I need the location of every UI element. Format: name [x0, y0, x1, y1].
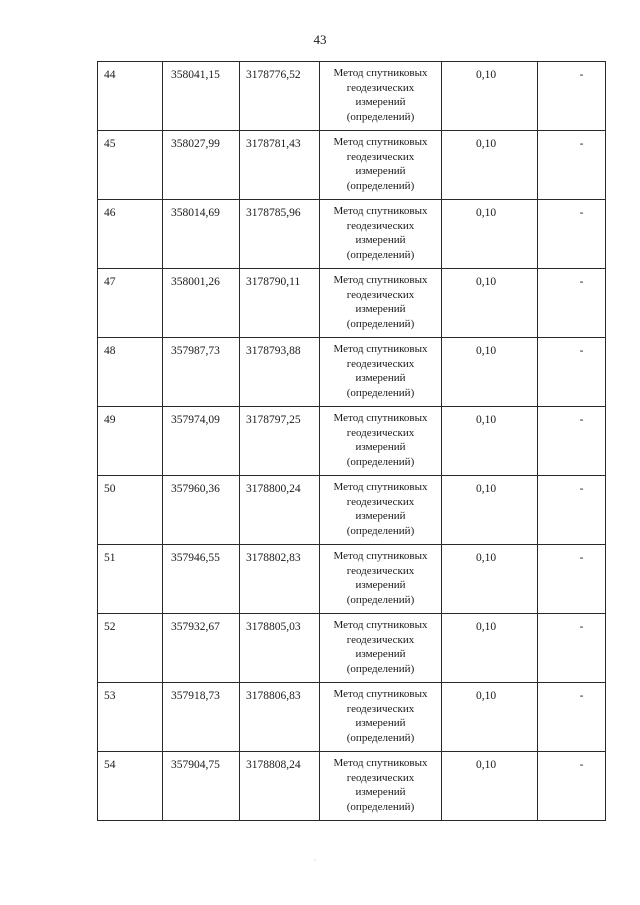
- x-coordinate-cell: [163, 752, 240, 821]
- table-row: [98, 269, 606, 338]
- accuracy-cell: [442, 200, 538, 269]
- y-coordinate-cell-text: 3178800,24: [246, 483, 301, 495]
- method-line: (определений): [346, 248, 415, 261]
- note-cell-text: -: [579, 138, 584, 150]
- method-line: измерений: [355, 510, 406, 522]
- y-coordinate-cell: [240, 683, 320, 752]
- table-row: [98, 683, 606, 752]
- method-line: Метод спутниковых: [333, 619, 428, 631]
- accuracy-cell: [442, 752, 538, 821]
- point-number-cell: [98, 752, 163, 821]
- y-coordinate-cell: [240, 131, 320, 200]
- x-coordinate-cell-text: 357904,75: [171, 759, 220, 771]
- method-line: Метод спутниковых: [333, 550, 428, 562]
- x-coordinate-cell: [163, 614, 240, 683]
- accuracy-cell-text: 0,10: [476, 414, 497, 426]
- note-cell-text: -: [579, 690, 584, 702]
- x-coordinate-cell-text: 357974,09: [171, 414, 220, 426]
- x-coordinate-cell-text: 358027,99: [171, 138, 220, 150]
- method-line: (определений): [346, 179, 415, 192]
- method-line: геодезических: [346, 81, 415, 94]
- method-line: Метод спутниковых: [333, 205, 428, 217]
- x-coordinate-cell-text: 357918,73: [171, 690, 220, 702]
- table-row: [98, 62, 606, 131]
- y-coordinate-cell-text: 3178808,24: [246, 759, 301, 771]
- method-line: (определений): [346, 455, 415, 468]
- accuracy-cell-text: 0,10: [476, 552, 497, 564]
- method-line: (определений): [346, 662, 415, 675]
- table-row: [98, 407, 606, 476]
- note-cell: [538, 545, 606, 614]
- accuracy-cell: [442, 131, 538, 200]
- note-cell: [538, 62, 606, 131]
- point-number-cell-text: 53: [104, 690, 116, 702]
- accuracy-cell-text: 0,10: [476, 690, 497, 702]
- method-line: измерений: [355, 579, 406, 591]
- point-number-cell-text: 47: [104, 276, 116, 288]
- point-number-cell-text: 49: [104, 414, 116, 426]
- method-cell: [320, 269, 442, 338]
- accuracy-cell: [442, 338, 538, 407]
- method-line: измерений: [355, 165, 406, 177]
- note-cell: [538, 752, 606, 821]
- x-coordinate-cell-text: 357946,55: [171, 552, 220, 564]
- method-line: измерений: [355, 441, 406, 453]
- note-cell: [538, 476, 606, 545]
- accuracy-cell: [442, 476, 538, 545]
- point-number-cell: [98, 683, 163, 752]
- note-cell-text: -: [579, 759, 584, 771]
- method-line: геодезических: [346, 702, 415, 715]
- x-coordinate-cell: [163, 269, 240, 338]
- x-coordinate-cell: [163, 338, 240, 407]
- y-coordinate-cell: [240, 200, 320, 269]
- accuracy-cell-text: 0,10: [476, 483, 497, 495]
- point-number-cell: [98, 614, 163, 683]
- point-number-cell-text: 51: [104, 552, 116, 564]
- method-line: измерений: [355, 648, 406, 660]
- x-coordinate-cell: [163, 545, 240, 614]
- note-cell: [538, 614, 606, 683]
- y-coordinate-cell: [240, 476, 320, 545]
- y-coordinate-cell-text: 3178776,52: [246, 69, 301, 81]
- note-cell-text: -: [579, 483, 584, 495]
- table-row: [98, 200, 606, 269]
- point-number-cell-text: 54: [104, 759, 116, 771]
- table-row: [98, 545, 606, 614]
- accuracy-cell-text: 0,10: [476, 759, 497, 771]
- method-line: (определений): [346, 386, 415, 399]
- point-number-cell-text: 50: [104, 483, 116, 495]
- x-coordinate-cell-text: 358041,15: [171, 69, 220, 81]
- y-coordinate-cell-text: 3178805,03: [246, 621, 301, 633]
- method-line: Метод спутниковых: [333, 274, 428, 286]
- point-number-cell-text: 52: [104, 621, 116, 633]
- method-cell: [320, 407, 442, 476]
- table-row: [98, 131, 606, 200]
- point-number-cell: [98, 200, 163, 269]
- method-line: геодезических: [346, 288, 415, 301]
- method-cell: [320, 545, 442, 614]
- accuracy-cell: [442, 683, 538, 752]
- y-coordinate-cell-text: 3178785,96: [246, 207, 301, 219]
- method-cell: [320, 614, 442, 683]
- x-coordinate-cell-text: 358014,69: [171, 207, 220, 219]
- method-line: (определений): [346, 110, 415, 123]
- table-row: [98, 752, 606, 821]
- y-coordinate-cell-text: 3178781,43: [246, 138, 301, 150]
- y-coordinate-cell: [240, 545, 320, 614]
- accuracy-cell-text: 0,10: [476, 621, 497, 633]
- coordinates-table-body: [98, 62, 606, 821]
- method-line: геодезических: [346, 426, 415, 439]
- method-line: Метод спутниковых: [333, 136, 428, 148]
- method-line: измерений: [355, 303, 406, 315]
- note-cell: [538, 338, 606, 407]
- y-coordinate-cell-text: 3178806,83: [246, 690, 301, 702]
- accuracy-cell-text: 0,10: [476, 138, 497, 150]
- note-cell: [538, 407, 606, 476]
- page-number: 43: [313, 32, 327, 47]
- coordinates-table: [97, 61, 606, 821]
- y-coordinate-cell-text: 3178802,83: [246, 552, 301, 564]
- method-line: (определений): [346, 731, 415, 744]
- x-coordinate-cell: [163, 407, 240, 476]
- method-line: Метод спутниковых: [333, 481, 428, 493]
- point-number-cell: [98, 476, 163, 545]
- method-line: геодезических: [346, 771, 415, 784]
- point-number-cell: [98, 338, 163, 407]
- method-line: геодезических: [346, 564, 415, 577]
- accuracy-cell: [442, 407, 538, 476]
- table-row: [98, 338, 606, 407]
- method-cell: [320, 476, 442, 545]
- method-line: Метод спутниковых: [333, 67, 428, 79]
- note-cell-text: -: [579, 276, 584, 288]
- method-cell: [320, 338, 442, 407]
- method-line: Метод спутниковых: [333, 412, 428, 424]
- y-coordinate-cell-text: 3178797,25: [246, 414, 301, 426]
- table-row: [98, 476, 606, 545]
- method-cell: [320, 200, 442, 269]
- accuracy-cell: [442, 545, 538, 614]
- point-number-cell-text: 46: [104, 207, 116, 219]
- note-cell-text: -: [579, 345, 584, 357]
- x-coordinate-cell: [163, 62, 240, 131]
- y-coordinate-cell: [240, 62, 320, 131]
- method-line: геодезических: [346, 150, 415, 163]
- x-coordinate-cell: [163, 476, 240, 545]
- scan-speck: ·: [314, 858, 316, 864]
- point-number-cell: [98, 407, 163, 476]
- method-line: Метод спутниковых: [333, 688, 428, 700]
- point-number-cell: [98, 269, 163, 338]
- method-line: измерений: [355, 234, 406, 246]
- note-cell: [538, 269, 606, 338]
- method-line: (определений): [346, 524, 415, 537]
- method-line: геодезических: [346, 633, 415, 646]
- x-coordinate-cell-text: 357987,73: [171, 345, 220, 357]
- y-coordinate-cell: [240, 338, 320, 407]
- note-cell: [538, 131, 606, 200]
- x-coordinate-cell: [163, 200, 240, 269]
- method-line: Метод спутниковых: [333, 757, 428, 769]
- x-coordinate-cell-text: 357932,67: [171, 621, 220, 633]
- point-number-cell-text: 48: [104, 345, 116, 357]
- method-line: геодезических: [346, 219, 415, 232]
- method-line: (определений): [346, 317, 415, 330]
- note-cell-text: -: [579, 552, 584, 564]
- y-coordinate-cell-text: 3178793,88: [246, 345, 301, 357]
- x-coordinate-cell: [163, 683, 240, 752]
- method-line: измерений: [355, 786, 406, 798]
- method-line: геодезических: [346, 357, 415, 370]
- accuracy-cell-text: 0,10: [476, 276, 497, 288]
- note-cell-text: -: [579, 69, 584, 81]
- note-cell: [538, 200, 606, 269]
- accuracy-cell: [442, 62, 538, 131]
- table-row: [98, 614, 606, 683]
- accuracy-cell: [442, 614, 538, 683]
- method-cell: [320, 683, 442, 752]
- x-coordinate-cell-text: 358001,26: [171, 276, 220, 288]
- method-cell: [320, 752, 442, 821]
- method-line: измерений: [355, 372, 406, 384]
- x-coordinate-cell: [163, 131, 240, 200]
- note-cell-text: -: [579, 207, 584, 219]
- method-line: (определений): [346, 593, 415, 606]
- note-cell-text: -: [579, 414, 584, 426]
- y-coordinate-cell-text: 3178790,11: [246, 276, 301, 288]
- x-coordinate-cell-text: 357960,36: [171, 483, 220, 495]
- point-number-cell: [98, 62, 163, 131]
- point-number-cell: [98, 545, 163, 614]
- method-line: измерений: [355, 96, 406, 108]
- note-cell-text: -: [579, 621, 584, 633]
- method-line: измерений: [355, 717, 406, 729]
- accuracy-cell-text: 0,10: [476, 207, 497, 219]
- method-cell: [320, 62, 442, 131]
- y-coordinate-cell: [240, 752, 320, 821]
- method-line: геодезических: [346, 495, 415, 508]
- accuracy-cell-text: 0,10: [476, 345, 497, 357]
- accuracy-cell: [442, 269, 538, 338]
- method-line: (определений): [346, 800, 415, 813]
- y-coordinate-cell: [240, 269, 320, 338]
- accuracy-cell-text: 0,10: [476, 69, 497, 81]
- method-cell: [320, 131, 442, 200]
- y-coordinate-cell: [240, 407, 320, 476]
- y-coordinate-cell: [240, 614, 320, 683]
- point-number-cell: [98, 131, 163, 200]
- point-number-cell-text: 44: [104, 69, 116, 81]
- method-line: Метод спутниковых: [333, 343, 428, 355]
- note-cell: [538, 683, 606, 752]
- point-number-cell-text: 45: [104, 138, 116, 150]
